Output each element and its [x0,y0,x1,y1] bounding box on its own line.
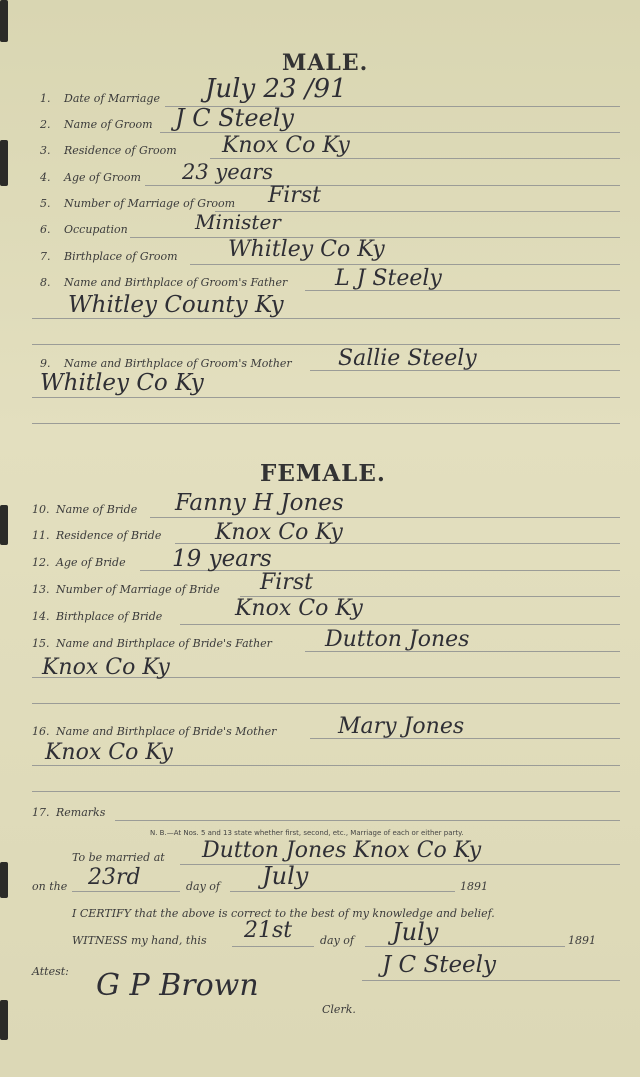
form-line [32,423,620,424]
certify-statement: I CERTIFY that the above is correct to the best of my knowledge and belief. [72,907,495,920]
instruction-note: N. B.—At Nos. 5 and 13 state whether first, second, etc., Marriage of each or either party. [150,829,464,837]
field-label-occupation: 6. Occupation [40,223,128,236]
field-label-bride-age: 12. Age of Bride [32,556,126,569]
form-line [210,158,620,159]
form-line [145,185,620,186]
married-at-label: To be married at [72,851,165,864]
form-line [232,946,314,947]
clerk-label: Clerk. [322,1003,356,1016]
marriage-year: 1891 [460,880,488,893]
form-line [180,624,620,625]
binding-edge [0,862,8,898]
handwritten-groom-residence: Knox Co Ky [222,133,350,158]
binding-edge [0,1000,8,1040]
handwritten-groom-name: J C Steely [175,104,294,132]
handwritten-groom-birthplace: Whitley Co Ky [228,237,385,262]
field-label-groom-age: 4. Age of Groom [40,171,141,184]
handwritten-witness-day: 21st [244,918,293,943]
handwritten-groom-father-birthplace: Whitley County Ky [68,292,284,318]
handwritten-bride-marriage-number: First [260,570,313,595]
witness-label: WITNESS my hand, this [72,934,207,947]
field-label-remarks: 17. Remarks [32,806,106,819]
handwritten-marriage-day: 23rd [88,865,141,890]
form-line [115,820,620,821]
form-line [32,791,620,792]
field-label-groom-birthplace: 7. Birthplace of Groom [40,250,178,263]
form-line [32,318,620,319]
binding-edge [0,505,8,545]
handwritten-groom-father: L J Steely [335,266,442,291]
handwritten-groom-mother: Sallie Steely [338,346,477,371]
form-line [180,864,620,865]
handwritten-occupation: Minister [195,210,281,234]
form-line [32,397,620,398]
day-of-label: day of [186,880,221,893]
handwritten-groom-age: 23 years [182,160,274,184]
signature-line [362,980,620,981]
form-line [32,703,620,704]
witness-day-of-label: day of [320,934,355,947]
field-label-bride-marriage-number: 13. Number of Marriage of Bride [32,583,220,596]
handwritten-married-at: Dutton Jones Knox Co Ky [202,838,482,863]
attest-label: Attest: [32,965,69,978]
field-label-groom-name: 2. Name of Groom [40,118,153,131]
male-heading: MALE. [282,50,369,76]
form-line [150,517,620,518]
field-label-groom-mother: 9. Name and Birthplace of Groom's Mother [40,357,292,370]
field-label-bride-father: 15. Name and Birthplace of Bride's Father [32,637,272,650]
field-label-bride-birthplace: 14. Birthplace of Bride [32,610,163,623]
witness-year: 1891 [568,934,596,947]
handwritten-bride-father: Dutton Jones [325,627,470,652]
form-line [32,765,620,766]
field-label-bride-name: 10. Name of Bride [32,503,138,516]
field-label-groom-residence: 3. Residence of Groom [40,144,177,157]
field-label-groom-father: 8. Name and Birthplace of Groom's Father [40,276,288,289]
handwritten-groom-mother-birthplace: Whitley Co Ky [40,370,204,396]
handwritten-bride-mother-birthplace: Knox Co Ky [45,740,173,765]
handwritten-bride-birthplace: Knox Co Ky [235,596,363,621]
handwritten-marriage-month: July [262,862,309,890]
handwritten-marriage-date: July 23 /91 [205,74,347,104]
handwritten-bride-age: 19 years [172,546,272,572]
form-line [190,264,620,265]
female-heading: FEMALE. [260,460,386,487]
handwritten-bride-residence: Knox Co Ky [215,520,343,545]
form-line [365,946,565,947]
handwritten-witness-month: July [392,918,439,946]
handwritten-bride-mother: Mary Jones [338,714,465,739]
on-the-label: on the [32,880,68,893]
binding-edge [0,140,8,186]
field-label-groom-marriage-number: 5. Number of Marriage of Groom [40,197,236,210]
form-line [32,344,620,345]
form-line [72,891,180,892]
field-label-bride-residence: 11. Residence of Bride [32,529,162,542]
handwritten-groom-marriage-number: First [268,183,321,208]
binding-edge [0,0,8,42]
handwritten-bride-name: Fanny H Jones [175,490,344,516]
field-label-marriage-date: 1. Date of Marriage [40,92,160,105]
field-label-bride-mother: 16. Name and Birthplace of Bride's Mother [32,725,277,738]
form-line [230,891,455,892]
handwritten-bride-father-birthplace: Knox Co Ky [42,655,170,680]
clerk-signature: G P Brown [96,968,259,1003]
groom-signature: J C Steely [382,952,497,978]
